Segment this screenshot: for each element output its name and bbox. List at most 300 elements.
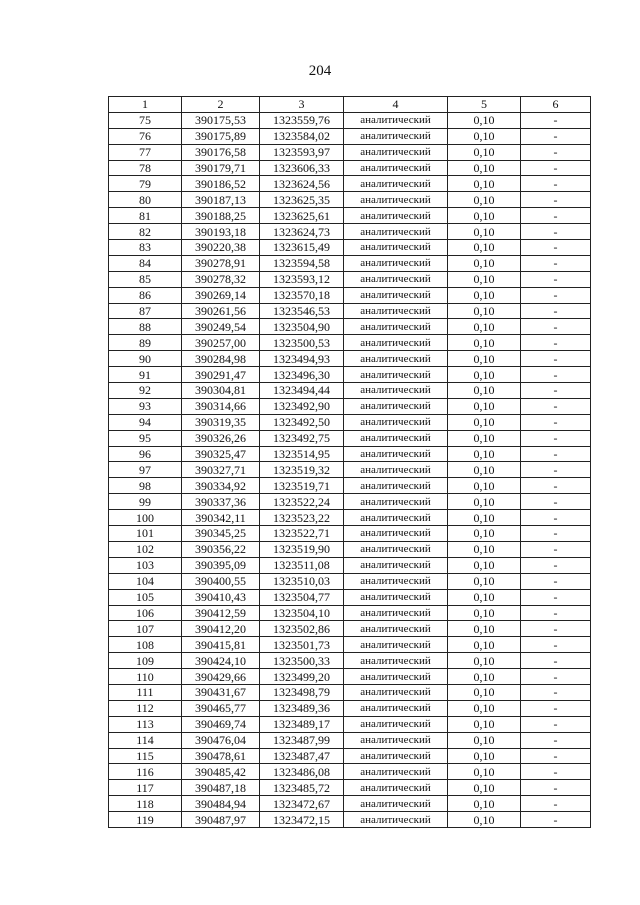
table-cell: 390326,26 (182, 430, 260, 446)
table-row (109, 240, 591, 256)
table-cell: 0,10 (448, 383, 521, 399)
table-cell: аналитический (344, 764, 448, 780)
table-cell: 390325,47 (182, 446, 260, 462)
table-cell: - (521, 367, 591, 383)
table-row (109, 684, 591, 700)
table-cell: 390487,18 (182, 780, 260, 796)
table-cell: 98 (109, 478, 182, 494)
table-row (109, 748, 591, 764)
table-cell: 118 (109, 796, 182, 812)
table-cell: 390356,22 (182, 541, 260, 557)
table-cell: 97 (109, 462, 182, 478)
table-cell: 390220,38 (182, 240, 260, 256)
table-cell: 1323625,35 (260, 192, 344, 208)
table-cell: 85 (109, 271, 182, 287)
table-cell: аналитический (344, 478, 448, 494)
table-cell: 1323485,72 (260, 780, 344, 796)
table-cell: аналитический (344, 700, 448, 716)
table-cell: 390269,14 (182, 287, 260, 303)
table-cell: 0,10 (448, 812, 521, 828)
table-cell: - (521, 335, 591, 351)
table-cell: 94 (109, 414, 182, 430)
table-cell: 108 (109, 637, 182, 653)
table-cell: 0,10 (448, 684, 521, 700)
table-cell: 102 (109, 541, 182, 557)
column-header: 3 (260, 97, 344, 113)
table-cell: 390334,92 (182, 478, 260, 494)
table-cell: аналитический (344, 653, 448, 669)
table-row (109, 176, 591, 192)
table-cell: аналитический (344, 430, 448, 446)
table-cell: 390465,77 (182, 700, 260, 716)
table-cell: - (521, 716, 591, 732)
table-row (109, 764, 591, 780)
table-cell: 96 (109, 446, 182, 462)
table-cell: 390412,59 (182, 605, 260, 621)
table-cell: аналитический (344, 557, 448, 573)
table-cell: 83 (109, 240, 182, 256)
table-cell: - (521, 748, 591, 764)
table-cell: 1323511,08 (260, 557, 344, 573)
table-cell: 390186,52 (182, 176, 260, 192)
table-cell: 1323624,73 (260, 224, 344, 240)
table-cell: 390304,81 (182, 383, 260, 399)
column-header: 2 (182, 97, 260, 113)
table-cell: - (521, 637, 591, 653)
table-cell: 0,10 (448, 255, 521, 271)
table-cell: 390261,56 (182, 303, 260, 319)
table-cell: 390175,89 (182, 128, 260, 144)
table-row (109, 192, 591, 208)
table-cell: - (521, 128, 591, 144)
table-cell: 1323522,71 (260, 526, 344, 542)
table-cell: 390314,66 (182, 398, 260, 414)
table-cell: 390176,58 (182, 144, 260, 160)
table-cell: - (521, 621, 591, 637)
table-cell: - (521, 494, 591, 510)
table-cell: 390431,67 (182, 684, 260, 700)
table-cell: аналитический (344, 589, 448, 605)
table-cell: 1323514,95 (260, 446, 344, 462)
table-cell: - (521, 478, 591, 494)
table-cell: аналитический (344, 192, 448, 208)
table-cell: 0,10 (448, 271, 521, 287)
table-cell: 0,10 (448, 526, 521, 542)
table-cell: аналитический (344, 446, 448, 462)
table-cell: - (521, 430, 591, 446)
table-cell: 75 (109, 112, 182, 128)
table-cell: 1323496,30 (260, 367, 344, 383)
table-cell: 76 (109, 128, 182, 144)
table-cell: 1323510,03 (260, 573, 344, 589)
table-cell: 0,10 (448, 732, 521, 748)
table-cell: 119 (109, 812, 182, 828)
table-cell: 390337,36 (182, 494, 260, 510)
table-body (109, 112, 591, 827)
table-cell: - (521, 653, 591, 669)
table-cell: аналитический (344, 526, 448, 542)
table-row (109, 780, 591, 796)
table-row (109, 669, 591, 685)
table-cell: 390257,00 (182, 335, 260, 351)
table-cell: 1323502,86 (260, 621, 344, 637)
table-cell: 390410,43 (182, 589, 260, 605)
table-row (109, 700, 591, 716)
table-cell: аналитический (344, 351, 448, 367)
table-cell: - (521, 303, 591, 319)
table-cell: 0,10 (448, 573, 521, 589)
table-cell: - (521, 112, 591, 128)
table-cell: 0,10 (448, 462, 521, 478)
table-cell: 78 (109, 160, 182, 176)
table-cell: - (521, 589, 591, 605)
table-cell: - (521, 446, 591, 462)
table-cell: - (521, 573, 591, 589)
table-cell: 390193,18 (182, 224, 260, 240)
table-cell: 1323499,20 (260, 669, 344, 685)
table-cell: 1323504,10 (260, 605, 344, 621)
table-cell: - (521, 144, 591, 160)
table-cell: 86 (109, 287, 182, 303)
table-cell: - (521, 192, 591, 208)
table-cell: - (521, 224, 591, 240)
table-cell: 81 (109, 208, 182, 224)
table-cell: - (521, 684, 591, 700)
table-row (109, 732, 591, 748)
table-cell: 0,10 (448, 605, 521, 621)
table-cell: 1323523,22 (260, 510, 344, 526)
table-cell: 1323472,67 (260, 796, 344, 812)
column-header: 1 (109, 97, 182, 113)
table-cell: 0,10 (448, 367, 521, 383)
table-cell: аналитический (344, 684, 448, 700)
table-cell: 390278,91 (182, 255, 260, 271)
column-header: 6 (521, 97, 591, 113)
table-cell: - (521, 541, 591, 557)
table-cell: 1323546,53 (260, 303, 344, 319)
table-cell: 0,10 (448, 414, 521, 430)
table-cell: 0,10 (448, 589, 521, 605)
table-row (109, 510, 591, 526)
table-cell: 390395,09 (182, 557, 260, 573)
table-row (109, 621, 591, 637)
table-cell: 390284,98 (182, 351, 260, 367)
table-cell: 0,10 (448, 240, 521, 256)
table-cell: 115 (109, 748, 182, 764)
table-cell: 107 (109, 621, 182, 637)
table-cell: 390429,66 (182, 669, 260, 685)
table-cell: 0,10 (448, 700, 521, 716)
table-cell: 1323624,56 (260, 176, 344, 192)
table-cell: аналитический (344, 796, 448, 812)
table-cell: - (521, 398, 591, 414)
table-cell: - (521, 812, 591, 828)
table-row (109, 335, 591, 351)
table-cell: 0,10 (448, 557, 521, 573)
table-cell: 0,10 (448, 796, 521, 812)
table-cell: 114 (109, 732, 182, 748)
table-cell: 103 (109, 557, 182, 573)
table-cell: 79 (109, 176, 182, 192)
table-cell: - (521, 732, 591, 748)
table-cell: - (521, 780, 591, 796)
table-cell: 93 (109, 398, 182, 414)
table-cell: 0,10 (448, 637, 521, 653)
table-cell: - (521, 255, 591, 271)
table-cell: 1323625,61 (260, 208, 344, 224)
table-cell: 0,10 (448, 192, 521, 208)
table-row (109, 208, 591, 224)
table-cell: 1323519,71 (260, 478, 344, 494)
table-cell: 1323498,79 (260, 684, 344, 700)
table-cell: 1323615,49 (260, 240, 344, 256)
table-row (109, 589, 591, 605)
table-cell: аналитический (344, 319, 448, 335)
table-cell: 0,10 (448, 112, 521, 128)
coordinates-table (108, 96, 591, 828)
table-cell: 0,10 (448, 716, 521, 732)
table-cell: 1323584,02 (260, 128, 344, 144)
table-cell: - (521, 287, 591, 303)
table-row (109, 812, 591, 828)
table-cell: - (521, 160, 591, 176)
table-cell: 390249,54 (182, 319, 260, 335)
table-cell: аналитический (344, 541, 448, 557)
table-cell: аналитический (344, 240, 448, 256)
table-row (109, 526, 591, 542)
table-cell: 390469,74 (182, 716, 260, 732)
table-cell: 0,10 (448, 764, 521, 780)
page-number: 204 (308, 63, 332, 79)
table-cell: 0,10 (448, 303, 521, 319)
table-row (109, 716, 591, 732)
table-row (109, 637, 591, 653)
table-cell: 390188,25 (182, 208, 260, 224)
table-cell: 390327,71 (182, 462, 260, 478)
table-cell: 0,10 (448, 748, 521, 764)
table-cell: 0,10 (448, 780, 521, 796)
table-row (109, 112, 591, 128)
table-cell: 390400,55 (182, 573, 260, 589)
table-cell: 1323500,53 (260, 335, 344, 351)
table-cell: 99 (109, 494, 182, 510)
table-cell: 90 (109, 351, 182, 367)
table-cell: - (521, 383, 591, 399)
table-cell: 390478,61 (182, 748, 260, 764)
table-cell: 1323559,76 (260, 112, 344, 128)
table-cell: 1323494,44 (260, 383, 344, 399)
table-cell: 111 (109, 684, 182, 700)
table-cell: 87 (109, 303, 182, 319)
table-row (109, 160, 591, 176)
table-cell: 0,10 (448, 621, 521, 637)
table-cell: - (521, 414, 591, 430)
table-cell: аналитический (344, 637, 448, 653)
table-cell: - (521, 351, 591, 367)
table-row (109, 414, 591, 430)
table-cell: 0,10 (448, 287, 521, 303)
table-cell: 1323519,32 (260, 462, 344, 478)
table-cell: - (521, 510, 591, 526)
table-cell: 1323504,77 (260, 589, 344, 605)
table-cell: 390175,53 (182, 112, 260, 128)
table-cell: - (521, 557, 591, 573)
table-cell: - (521, 271, 591, 287)
table-row (109, 271, 591, 287)
table-cell: - (521, 462, 591, 478)
table-cell: аналитический (344, 303, 448, 319)
table-cell: - (521, 319, 591, 335)
table-cell: 1323522,24 (260, 494, 344, 510)
table-cell: 1323487,47 (260, 748, 344, 764)
table-cell: 0,10 (448, 494, 521, 510)
table-cell: аналитический (344, 335, 448, 351)
table-cell: аналитический (344, 669, 448, 685)
table-cell: - (521, 240, 591, 256)
table-cell: 390187,13 (182, 192, 260, 208)
table-row (109, 478, 591, 494)
table-cell: 0,10 (448, 446, 521, 462)
table-cell: 0,10 (448, 160, 521, 176)
table-cell: аналитический (344, 414, 448, 430)
table-cell: 1323593,97 (260, 144, 344, 160)
table-row (109, 351, 591, 367)
table-cell: 0,10 (448, 319, 521, 335)
table-cell: 100 (109, 510, 182, 526)
table-cell: 88 (109, 319, 182, 335)
table-cell: 1323570,18 (260, 287, 344, 303)
table-cell: 1323504,90 (260, 319, 344, 335)
table-cell: аналитический (344, 176, 448, 192)
table-cell: - (521, 669, 591, 685)
table-cell: 390485,42 (182, 764, 260, 780)
table-cell: 1323486,08 (260, 764, 344, 780)
table-cell: аналитический (344, 780, 448, 796)
table-cell: 92 (109, 383, 182, 399)
table-cell: 80 (109, 192, 182, 208)
column-header: 5 (448, 97, 521, 113)
table-cell: 0,10 (448, 224, 521, 240)
table-row (109, 605, 591, 621)
table-cell: 390412,20 (182, 621, 260, 637)
table-row (109, 367, 591, 383)
table-row (109, 144, 591, 160)
table-cell: аналитический (344, 732, 448, 748)
table-cell: 0,10 (448, 653, 521, 669)
table-cell: 1323606,33 (260, 160, 344, 176)
table-row (109, 287, 591, 303)
table-cell: 0,10 (448, 669, 521, 685)
table-cell: 1323501,73 (260, 637, 344, 653)
table-cell: аналитический (344, 716, 448, 732)
table-cell: 390424,10 (182, 653, 260, 669)
table-row (109, 494, 591, 510)
table-cell: 106 (109, 605, 182, 621)
table-cell: аналитический (344, 494, 448, 510)
table-cell: 390179,71 (182, 160, 260, 176)
table-row (109, 541, 591, 557)
table-row (109, 796, 591, 812)
table-row (109, 383, 591, 399)
table-cell: 91 (109, 367, 182, 383)
table-cell: аналитический (344, 255, 448, 271)
table-cell: аналитический (344, 605, 448, 621)
table-cell: аналитический (344, 367, 448, 383)
table-cell: аналитический (344, 462, 448, 478)
table-cell: - (521, 176, 591, 192)
table-cell: 0,10 (448, 128, 521, 144)
table-cell: 113 (109, 716, 182, 732)
column-header: 4 (344, 97, 448, 113)
table-cell: 0,10 (448, 430, 521, 446)
table-cell: - (521, 526, 591, 542)
table-cell: аналитический (344, 573, 448, 589)
table-cell: - (521, 796, 591, 812)
table-cell: 1323487,99 (260, 732, 344, 748)
table-row (109, 303, 591, 319)
table-header-row (109, 97, 591, 113)
table-row (109, 398, 591, 414)
table-cell: - (521, 700, 591, 716)
table-cell: аналитический (344, 128, 448, 144)
table-cell: 390484,94 (182, 796, 260, 812)
table-row (109, 128, 591, 144)
table-cell: аналитический (344, 812, 448, 828)
table-cell: 95 (109, 430, 182, 446)
table-cell: 1323594,58 (260, 255, 344, 271)
table-cell: 1323472,15 (260, 812, 344, 828)
table-cell: 1323519,90 (260, 541, 344, 557)
table-cell: аналитический (344, 510, 448, 526)
table-cell: 390278,32 (182, 271, 260, 287)
table-cell: аналитический (344, 208, 448, 224)
table-cell: 0,10 (448, 144, 521, 160)
table-cell: 1323492,75 (260, 430, 344, 446)
table-cell: аналитический (344, 748, 448, 764)
table-cell: 1323489,36 (260, 700, 344, 716)
table-cell: 112 (109, 700, 182, 716)
table-cell: 0,10 (448, 478, 521, 494)
table-cell: 1323492,90 (260, 398, 344, 414)
table-row (109, 224, 591, 240)
table-cell: 109 (109, 653, 182, 669)
table-cell: 0,10 (448, 541, 521, 557)
table-cell: аналитический (344, 224, 448, 240)
table-cell: 390476,04 (182, 732, 260, 748)
table-cell: 390487,97 (182, 812, 260, 828)
table-cell: 0,10 (448, 335, 521, 351)
table-cell: аналитический (344, 160, 448, 176)
table-cell: - (521, 605, 591, 621)
table-cell: 1323494,93 (260, 351, 344, 367)
table-cell: 1323492,50 (260, 414, 344, 430)
table-cell: аналитический (344, 271, 448, 287)
table-cell: 1323489,17 (260, 716, 344, 732)
table-cell: 82 (109, 224, 182, 240)
table-cell: 0,10 (448, 351, 521, 367)
table-cell: 105 (109, 589, 182, 605)
table-cell: 101 (109, 526, 182, 542)
table-cell: 390342,11 (182, 510, 260, 526)
table-cell: 1323593,12 (260, 271, 344, 287)
table-row (109, 653, 591, 669)
table-cell: аналитический (344, 383, 448, 399)
table-row (109, 319, 591, 335)
table-cell: 390415,81 (182, 637, 260, 653)
table-row (109, 446, 591, 462)
table-cell: 110 (109, 669, 182, 685)
table-cell: 1323500,33 (260, 653, 344, 669)
